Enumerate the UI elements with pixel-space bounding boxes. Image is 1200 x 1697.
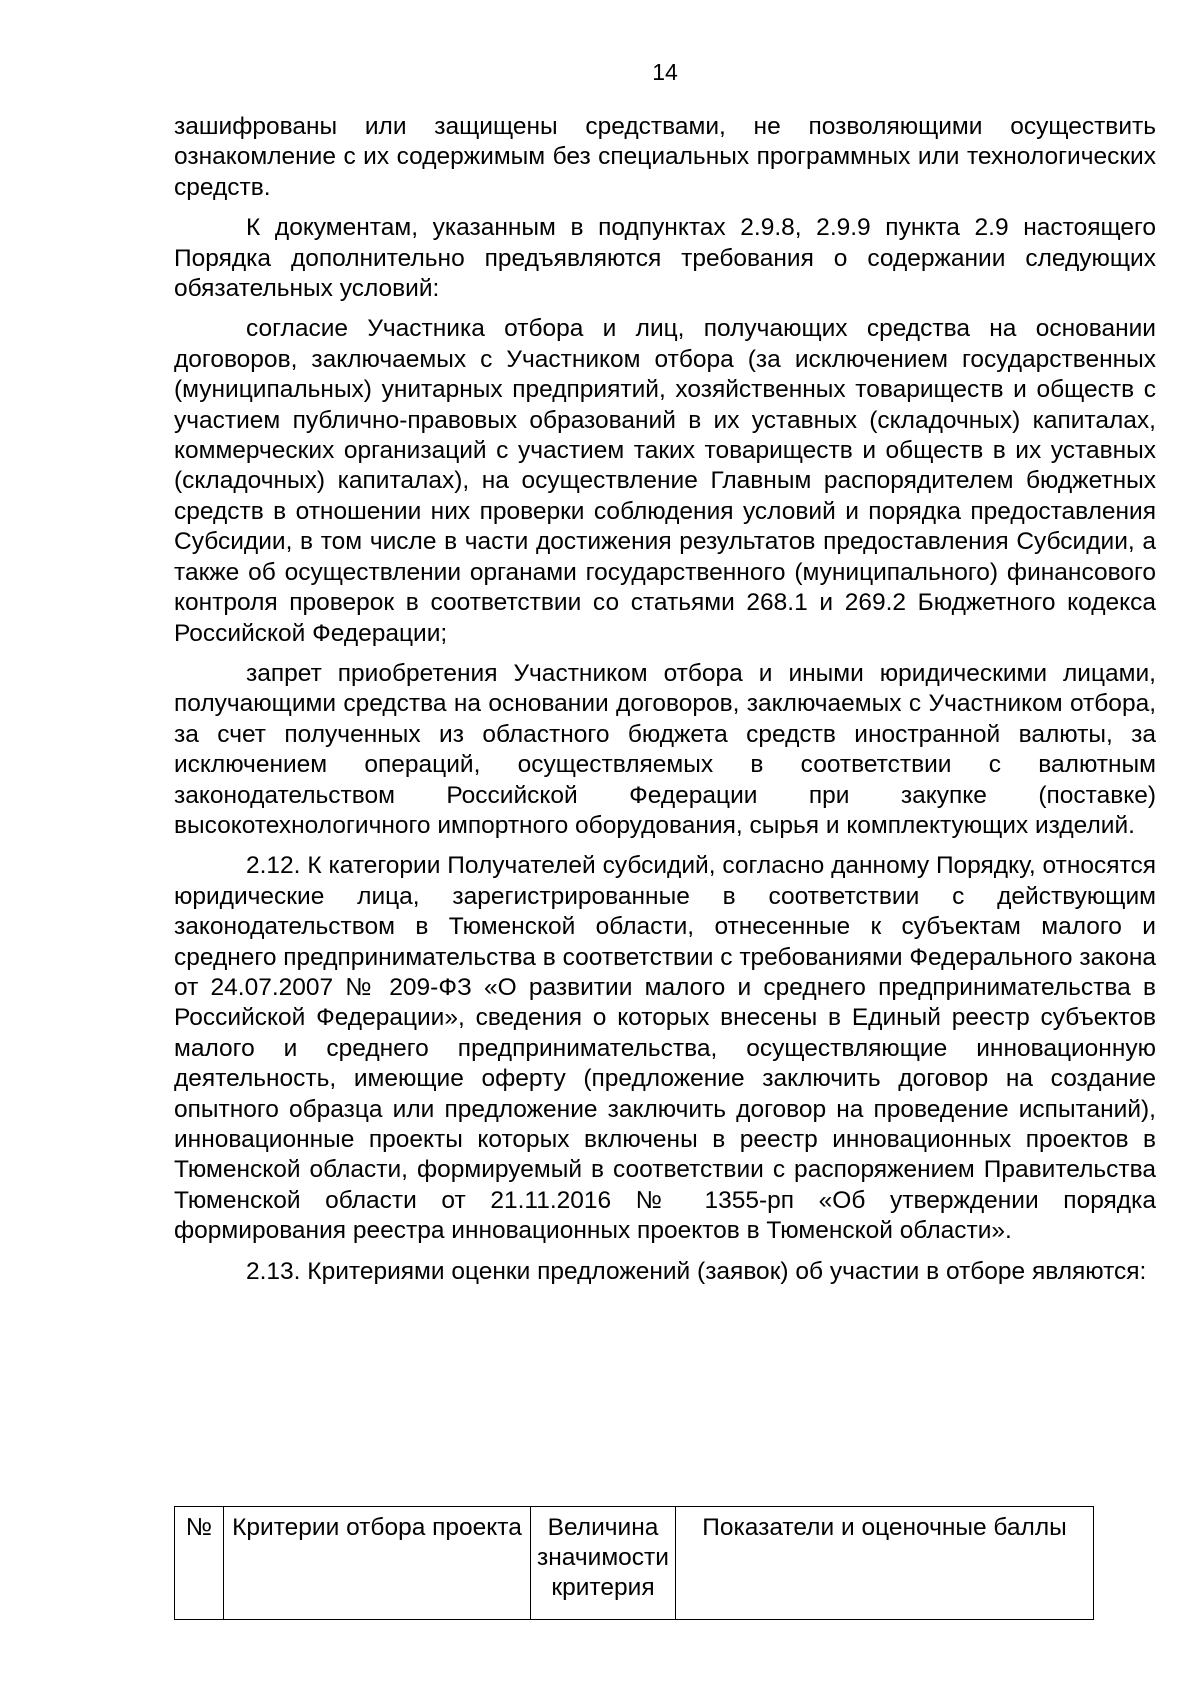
paragraph-continuation: зашифрованы или защищены средствами, не позволяющими осуществить ознакомление с их содержимым без специальных программных или технологических средств. (174, 113, 1156, 201)
header-weight: Величина значимости критерия (531, 1507, 676, 1620)
paragraph-section-2-13: 2.13. Критериями оценки предложений (заявок) об участии в отборе являются: (246, 1257, 1147, 1285)
header-scores: Показатели и оценочные баллы (676, 1507, 1094, 1620)
paragraph-requirements-intro: К документам, указанным в подпунктах 2.9.8, 2.9.9 пункта 2.9 настоящего Порядка дополнительно предъявляются требования о содержании следующих обязательных условий: (174, 214, 1156, 303)
header-number: № (175, 1507, 224, 1620)
paragraph-currency-prohibition: запрет приобретения Участником отбора и иными юридическими лицами, получающими средства на основании договоров, заключаемых с Участником отбора, за счет полученных из областного бюджета средств иностранной валюты, за исключением операций, осуществляемых в соответствии с валютным законодательством Российской Федерации при закупке (поставке) высокотехнологичного импортного оборудования, сырья и комплектующих изделий. (174, 659, 1156, 839)
page-number: 14 (652, 59, 678, 85)
paragraph-consent-condition: согласие Участника отбора и лиц, получающих средства на основании договоров, заключаемых с Участником отбора (за исключением государственных (муниципальных) унитарных предприятий, хозяйственных товариществ и обществ с участием публично-правовых образований в их уставных (складочных) капиталах, коммерческих организаций с участием таких товариществ и обществ в их уставных (складочных) капиталах), на осуществление Главным распорядителем бюджетных средств в отношении них проверки соблюдения условий и порядка предоставления Субсидии, в том числе в части достижения результатов предоставления Субсидии, а также об осуществлении органами государственного (муниципального) финансового контроля проверок в соответствии со статьями 268.1 и 269.2 Бюджетного кодекса Российской Федерации; (174, 315, 1156, 647)
header-criteria: Критерии отбора проекта (224, 1507, 531, 1620)
criteria-table (174, 1506, 1094, 1620)
document-body (174, 112, 1156, 1297)
paragraph-section-2-12: 2.12. К категории Получателей субсидий, согласно данному Порядку, относятся юридические лица, зарегистрированные в соответствии с действующим законодательством в Тюменской области, отнесенные к субъектам малого и среднего предпринимательства в соответствии с требованиями Федерального закона от 24.07.2007 № 209-ФЗ «О развитии малого и среднего предпринимательства в Российской Федерации», сведения о которых внесены в Единый реестр субъектов малого и среднего предпринимательства, осуществляющие инновационную деятельность, имеющие оферту (предложение заключить договор на создание опытного образца или предложение заключить договор на проведение испытаний), инновационные проекты которых включены в реестр инновационных проектов в Тюменской области, формируемый в соответствии с распоряжением Правительства Тюменской области от 21.11.2016 № 1355-рп «Об утверждении порядка формирования реестра инновационных проектов в Тюменской области». (174, 852, 1156, 1245)
table-header-row (175, 1507, 1094, 1620)
